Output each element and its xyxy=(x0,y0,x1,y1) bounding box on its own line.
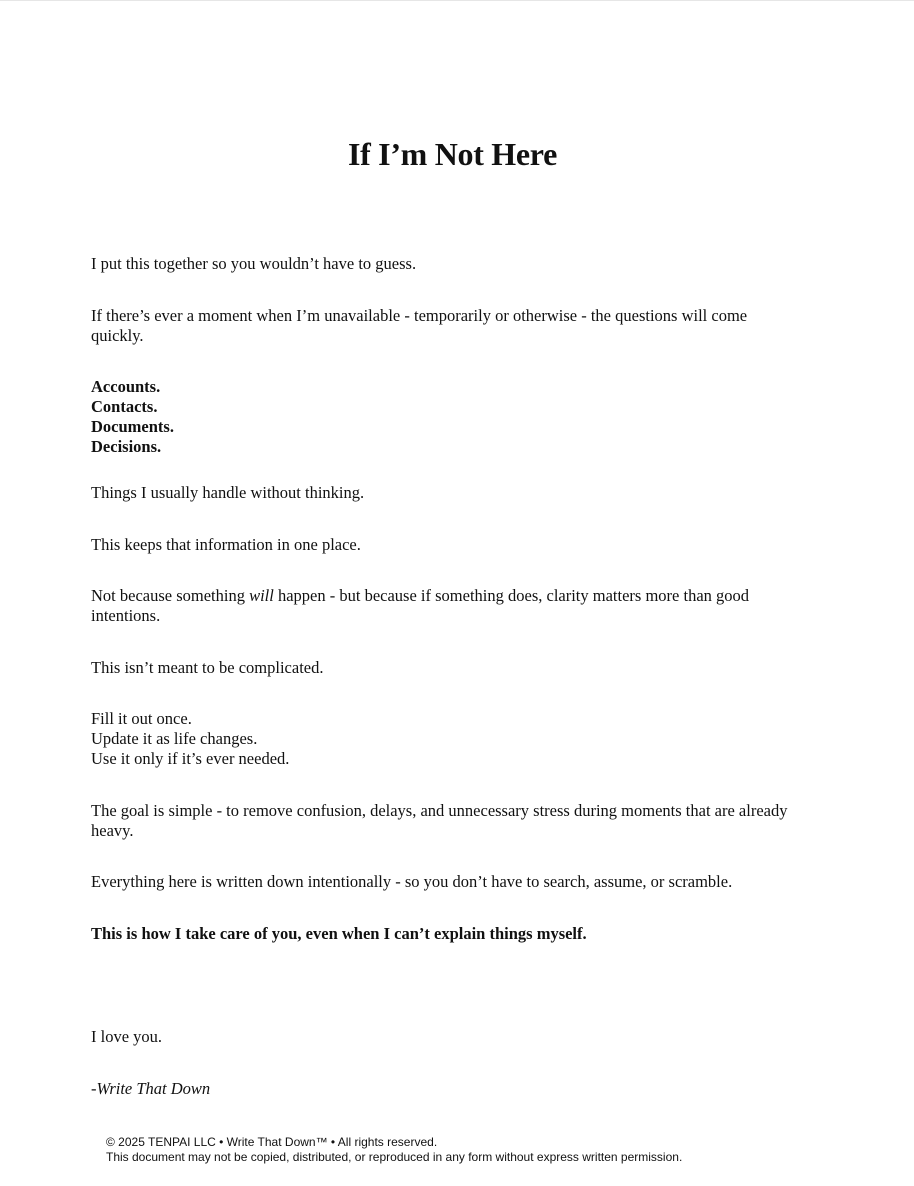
care-paragraph: This is how I take care of you, even when I can’t explain things myself. xyxy=(91,924,587,943)
not-complicated-paragraph: This isn’t meant to be complicated. xyxy=(91,658,324,677)
legal-footer xyxy=(106,1135,682,1165)
love-paragraph: I love you. xyxy=(91,1027,163,1046)
category-accounts: Accounts. xyxy=(91,377,161,396)
category-decisions: Decisions. xyxy=(91,437,162,456)
step-fill-out: Fill it out once. xyxy=(91,709,192,728)
not-because-lead: Not because something xyxy=(91,586,250,605)
not-because-rest: happen - but because if something does, clarity matters more than good intentions. xyxy=(91,586,750,625)
steps-list xyxy=(91,709,791,769)
category-documents: Documents. xyxy=(91,417,174,436)
everything-paragraph: Everything here is written down intentionally - so you don’t have to search, assume, or scramble. xyxy=(91,872,733,891)
permission-notice: This document may not be copied, distributed, or reproduced in any form without express written permission. xyxy=(106,1150,683,1164)
handle-paragraph: Things I usually handle without thinking. xyxy=(91,483,365,502)
page-top-edge xyxy=(0,0,914,1)
goal-paragraph: The goal is simple - to remove confusion, delays, and unnecessary stress during moments that are already heavy. xyxy=(91,801,788,840)
signature: -Write That Down xyxy=(91,1079,211,1098)
step-update: Update it as life changes. xyxy=(91,729,258,748)
not-because-emphasis: will xyxy=(249,586,274,605)
step-use: Use it only if it’s ever needed. xyxy=(91,749,290,768)
not-because-paragraph xyxy=(91,586,791,626)
document-title: If I’m Not Here xyxy=(347,136,558,172)
copyright-line: © 2025 TENPAI LLC • Write That Down™ • All rights reserved. xyxy=(106,1135,438,1149)
intro-paragraph: I put this together so you wouldn’t have to guess. xyxy=(91,254,417,273)
keeps-paragraph: This keeps that information in one place. xyxy=(91,535,361,554)
moment-paragraph: If there’s ever a moment when I’m unavailable - temporarily or otherwise - the questions will come quickly. xyxy=(91,306,748,345)
category-list xyxy=(91,377,791,457)
category-contacts: Contacts. xyxy=(91,397,158,416)
